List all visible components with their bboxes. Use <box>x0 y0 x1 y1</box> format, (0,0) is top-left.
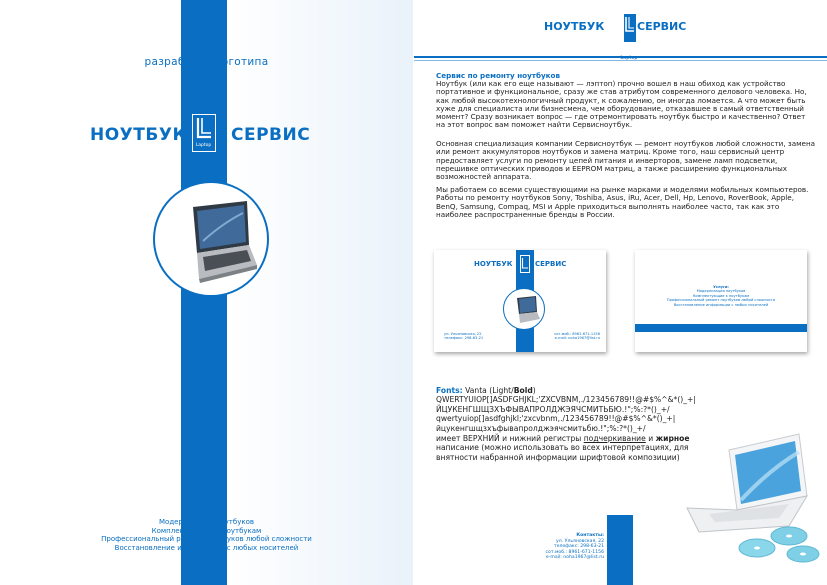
logo-word-left: НОУТБУК <box>90 125 187 145</box>
left-page <box>0 0 413 585</box>
specimen-line-upper-cyrillic: ЙЦУКЕНГШЩЗХЪФЫВАПРОЛДЖЭЯЧСМИТЬБЮ.!";%:?*()_+/ <box>436 404 670 414</box>
specimen-line-upper-latin: QWERTYUIOP[]ASDFGHJKL;'ZXCVBNM,./123456789!!@#$%^&*()_+| <box>436 395 696 405</box>
font-name-bold: Bold <box>513 386 533 395</box>
card-logo-word-left: НОУТБУК <box>474 260 513 268</box>
laptop-photo-circle <box>153 181 269 297</box>
laptop-discs-illustration <box>679 430 824 570</box>
contact-line: e-mail: noha1967@list.ru <box>545 555 604 561</box>
note-underline: подчеркивание <box>583 434 646 443</box>
fonts-note <box>436 434 716 462</box>
card-address: ул. Ульяновская, 22 <box>444 332 482 336</box>
contact-line: ул. Ульяновская, 22 <box>556 538 604 544</box>
logo-mark-icon <box>192 114 216 152</box>
fonts-heading <box>436 386 816 395</box>
fonts-specimen <box>436 386 816 433</box>
service-line: Восстановление информации с любых носителей <box>114 543 299 552</box>
card-service-line: Комплектующие к ноутбукам <box>692 293 750 298</box>
font-name-suffix: ) <box>532 386 536 395</box>
note-text: и <box>645 434 656 443</box>
specimen-line-lower-cyrillic: йцукенгшщзхъфывапролджэячсмитьбю.!";%:?*()_+/ <box>436 423 646 433</box>
business-card-front <box>434 250 606 352</box>
header-logo-caption: Laptop <box>620 55 638 61</box>
section-body-specialization: Основная специализация компании Сервисноутбук — ремонт ноутбуков любой сложности, замена или ремонт аккумуляторов ноутбуков и замена матриц. Кроме того, наш сервисный центр предоставляет услуги по ремонту цепей питания и инверторов, замене ламп подсветки, перешивке оптических приводов и EEPROM матриц, а также расширению функциональных возможностей аппарата. <box>436 139 816 182</box>
contact-line: телефакс: 298-63-21 <box>553 544 604 550</box>
left-subtitle: разработка логотипа <box>144 56 269 68</box>
contacts-heading: Контакты: <box>576 533 604 538</box>
business-card-back <box>635 250 807 352</box>
card-email: e-mail: noha1967@list.ru <box>554 336 600 341</box>
contact-line: сот.моб.: 8961-671-1156 <box>545 549 604 555</box>
section-body-intro: Ноутбук (или как его еще называют — лэптоп) прочно вошел в наш обиход как устройство портативное и функциональное, сразу же став атрибутом современного делового человека. Но, как любой высокотехнологичный продукт, к сожалению, он иногда ломается. А что может быть хуже для специалиста или бизнесмена, чем оборудование, отказавшее в самый ответственный момент? Сразу возникает вопрос — где отремонтировать ноутбук быстро и качественно? Ответ на этот вопрос вам поможет найти Сервисноутбук. <box>436 79 807 130</box>
card-services-heading: Услуги: <box>713 285 729 289</box>
specimen-line-lower-latin: qwertyuiop[]asdfghjkl;'zxcvbnm,./123456789!!@#$%^&*()_+| <box>436 414 676 424</box>
card-phone: телефакс: 298-63-21 <box>444 336 484 341</box>
service-line: Профессиональный ремонт ноутбуков любой сложности <box>101 535 312 544</box>
note-text: имеет ВЕРХНИЙ и нижний регистры <box>436 434 584 443</box>
laptop-icon <box>155 183 269 297</box>
card-address-block <box>444 332 483 341</box>
font-name: Vanta (Light/ <box>465 386 514 395</box>
right-page <box>414 0 827 585</box>
note-bold: жирное <box>655 434 690 443</box>
card-service-line: Профессиональный ремонт ноутбуков любой сложности <box>666 298 776 303</box>
service-line: Комплектующие к ноутбукам <box>151 526 262 535</box>
card-services-block <box>635 285 807 307</box>
header-logo-word-left: НОУТБУК <box>544 20 605 33</box>
section-title: Сервис по ремонту ноутбуков <box>436 71 561 80</box>
contacts-block <box>474 533 604 561</box>
card-back-stripe <box>635 324 807 332</box>
logo-word-right: СЕРВИС <box>231 125 311 145</box>
header-logo-mark-icon <box>623 13 637 43</box>
logo-caption: Laptop <box>195 143 212 148</box>
laptop-icon <box>504 289 545 330</box>
service-line: Модернизация ноутбуков <box>159 518 254 526</box>
left-footer-services <box>0 518 413 552</box>
header-logo-word-right: СЕРВИС <box>637 20 687 33</box>
section-body-brands: Мы работаем со всеми существующими на рынке марками и моделями мобильных компьютеров. Работы по ремонту ноутбуков Sony, Toshiba, Asus, iRu, Acer, Dell, Hp, Lenovo, RoverBook, Apple, BenQ, Samsung, Compaq, MSI и Apple приходиться выполнять наиболее часто, так как это наиболее распространенные бренды в России. <box>436 185 809 219</box>
note-text: написание (можно использовать во всех интерпретациях, для внятности набранной информации шрифтовой композиции) <box>436 443 689 462</box>
card-service-line: Восстановление информации с любых носителей <box>673 302 769 307</box>
card-mobile: сот.моб.: 8961-671-1156 <box>554 332 600 336</box>
vertical-brand-stripe-bottom <box>607 515 633 585</box>
card-contact-block <box>546 332 600 341</box>
card-logo-word-right: СЕРВИС <box>535 260 567 268</box>
card-laptop-circle <box>503 288 545 330</box>
card-service-line: Модернизация ноутбуков <box>696 289 746 294</box>
fonts-label: Fonts: <box>436 386 463 395</box>
card-logo-mark-icon <box>520 255 530 273</box>
